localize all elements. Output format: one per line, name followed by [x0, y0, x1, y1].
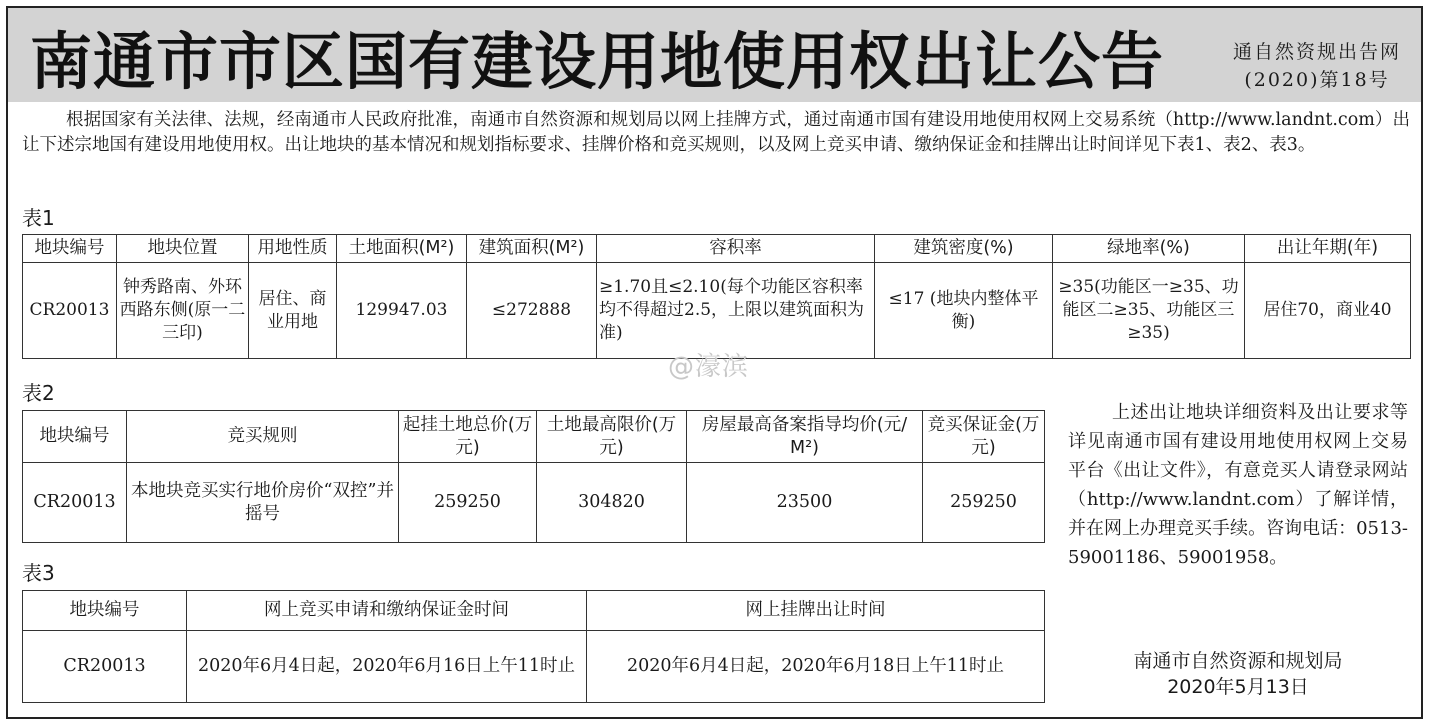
bidding-rules-table [22, 410, 1045, 543]
t3-header-cell: 地块编号 [23, 591, 187, 631]
schedule-table [22, 590, 1045, 703]
t2-cell: CR20013 [23, 463, 127, 543]
issue-date: 2020年5月13日 [1167, 676, 1309, 698]
issuing-authority: 南通市自然资源和规划局 [1133, 650, 1343, 672]
t3-cell: 2020年6月4日起，2020年6月18日上午11时止 [587, 631, 1045, 703]
t2-cell: 259250 [923, 463, 1045, 543]
t3-header-cell: 网上竞买申请和缴纳保证金时间 [187, 591, 587, 631]
table2-caption: 表2 [22, 381, 55, 405]
signature-block [1068, 648, 1408, 700]
table-row [23, 463, 1045, 543]
intro-paragraph: 根据国家有关法律、法规，经南通市人民政府批准，南通市自然资源和规划局以网上挂牌方式，通过南通市国有建设用地使用权网上交易系统（http://www.landnt.com）出让下述宗地国有建设用地使用权。出让地块的基本情况和规划指标要求、挂牌价格和竞买规则，以及网上竞买申请、缴纳保证金和挂牌出让时间详见下表1、表2、表3。 [22, 110, 1410, 155]
announcement-title: 南通市市区国有建设用地使用权出让公告 [30, 25, 1165, 98]
watermark: @濠滨 [668, 352, 750, 382]
t3-header-cell: 网上挂牌出让时间 [587, 591, 1045, 631]
t1-header-cell: 地块位置 [117, 235, 249, 263]
t2-cell: 259250 [399, 463, 537, 543]
t1-cell: ≤272888 [467, 263, 597, 359]
t2-header-cell: 竞买规则 [127, 411, 399, 463]
t1-cell: ≥35(功能区一≥35、功能区二≥35、功能区三≥35) [1053, 263, 1245, 359]
t2-header-cell: 起挂土地总价(万元) [399, 411, 537, 463]
t1-header-cell: 出让年期(年) [1245, 235, 1411, 263]
issuer-line-1: 通自然资规出告网 [1232, 41, 1401, 63]
t1-cell: ≥1.70且≤2.10(每个功能区容积率均不得超过2.5，上限以建筑面积为准) [597, 263, 875, 359]
issue-number [1233, 38, 1401, 94]
t1-header-cell: 建筑密度(%) [875, 235, 1053, 263]
t2-header-cell: 地块编号 [23, 411, 127, 463]
t3-cell: 2020年6月4日起，2020年6月16日上午11时止 [187, 631, 587, 703]
t1-cell: 129947.03 [337, 263, 467, 359]
t1-header-cell: 地块编号 [23, 235, 117, 263]
t1-header-cell: 用地性质 [249, 235, 337, 263]
details-note: 上述出让地块详细资料及出让要求等详见南通市国有建设用地使用权网上交易平台《出让文件》，有意竞买人请登录网站（http://www.landnt.com）了解详情，并在网上办理竞买手续。咨询电话：0513-59001186、59001958。 [1068, 402, 1408, 568]
table-row [23, 263, 1411, 359]
t1-cell: 居住70，商业40 [1245, 263, 1411, 359]
t1-header-cell: 绿地率(%) [1053, 235, 1245, 263]
header-band [8, 8, 1421, 102]
t2-header-cell: 房屋最高备案指导均价(元/ M²) [687, 411, 923, 463]
table-row [23, 631, 1045, 703]
t1-cell: ≤17 (地块内整体平衡) [875, 263, 1053, 359]
t3-cell: CR20013 [23, 631, 187, 703]
t2-cell: 304820 [537, 463, 687, 543]
t1-header-cell: 容积率 [597, 235, 875, 263]
parcel-info-table [22, 234, 1411, 359]
t1-cell: 钟秀路南、外环西路东侧(原一二三印) [117, 263, 249, 359]
t1-header-cell: 土地面积(M²) [337, 235, 467, 263]
t1-cell: CR20013 [23, 263, 117, 359]
t2-cell: 本地块竞买实行地价房价“双控”并摇号 [127, 463, 399, 543]
t1-cell: 居住、商业用地 [249, 263, 337, 359]
t2-cell: 23500 [687, 463, 923, 543]
issuer-line-2: (2020)第18号 [1244, 69, 1390, 91]
table1-caption: 表1 [22, 206, 55, 230]
table3-caption: 表3 [22, 561, 55, 585]
t1-header-cell: 建筑面积(M²) [467, 235, 597, 263]
t2-header-cell: 土地最高限价(万元) [537, 411, 687, 463]
t2-header-cell: 竞买保证金(万元) [923, 411, 1045, 463]
